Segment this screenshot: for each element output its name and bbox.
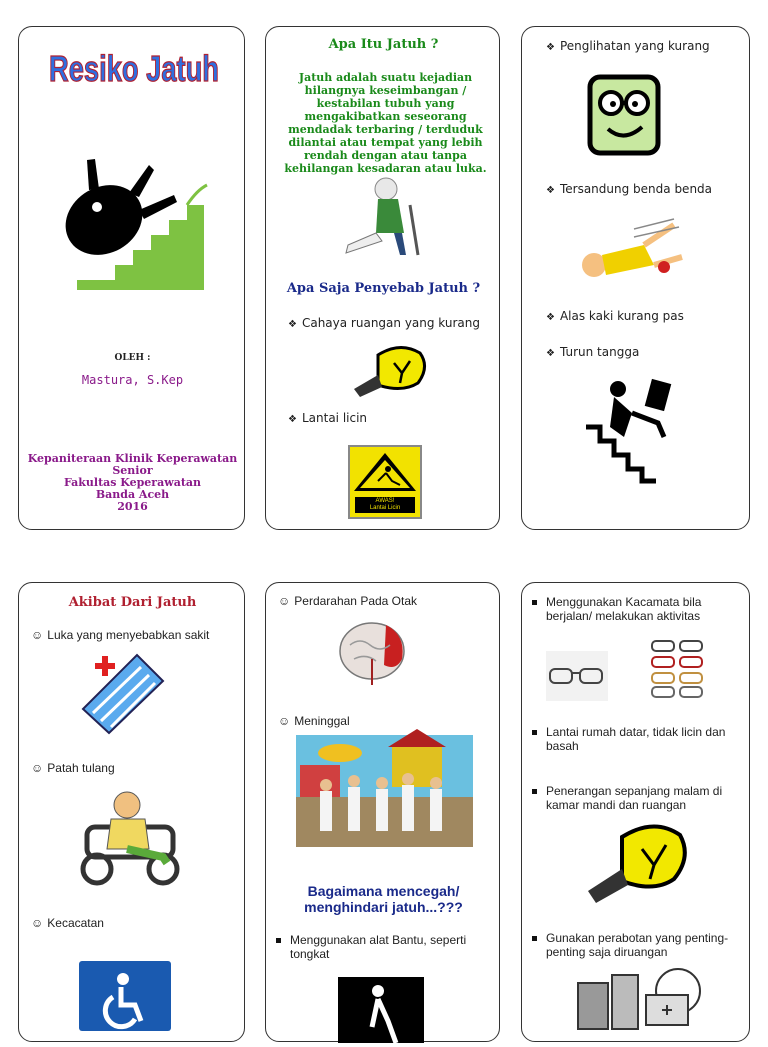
tip-item-furniture: Gunakan perabotan yang penting-penting saja diruangan [532, 931, 742, 959]
title-text: Resiko Jatuh [49, 48, 219, 89]
smiley-icon: ☺ [31, 628, 44, 642]
bullet-square-icon [532, 789, 537, 794]
cause-item-vision: ❖ Penglihatan yang kurang [546, 39, 710, 53]
bullet-diamond-icon: ❖ [288, 414, 297, 425]
smiley-icon: ☺ [31, 916, 44, 930]
bullet-diamond-icon: ❖ [546, 185, 555, 196]
institution-line-2: Fakultas Keperawatan [63, 476, 202, 489]
tip-item-walking-aid: Menggunakan alat Bantu, seperti tongkat [276, 933, 490, 961]
fall-definition: Jatuh adalah suatu kejadian hilangnya keseimbangan / kestabilan tubuh yang mengakibatkan seseorang mendadak terbaring / terduduk dilantai atau tempat yang lebih rendah dengan atau tanpa kehilangan kesadaran atau luka. [284, 71, 487, 175]
effect-item-fracture: ☺ Patah tulang [31, 761, 115, 775]
brain-icon [336, 615, 412, 689]
title-art [47, 41, 222, 89]
brochure-title [47, 41, 222, 93]
glasses-face-illustration [584, 71, 664, 163]
author-name: Mastura, S.Kep [81, 373, 184, 387]
institution-line-1: Kepaniteraan Klinik Keperawatan Senior [27, 452, 238, 477]
cast-illustration [77, 647, 169, 737]
smiley-icon: ☺ [278, 714, 291, 728]
effect-item-disability: ☺ Kecacatan [31, 916, 104, 930]
brain-illustration [336, 615, 412, 693]
furniture-icon [570, 969, 705, 1029]
cause-item-stairs: ❖ Turun tangga [546, 345, 640, 359]
wet-floor-sign [348, 445, 422, 519]
glasses-photo-2 [648, 635, 708, 703]
tip-item-glasses: Menggunakan Kacamata bila berjalan/ melakukan aktivitas [532, 595, 742, 623]
bulb-illustration [350, 345, 430, 401]
effect-item-wound: ☺ Luka yang menyebabkan sakit [31, 628, 210, 642]
bullet-square-icon [532, 730, 537, 735]
face-with-glasses-icon [584, 71, 664, 159]
cane-sign [338, 977, 424, 1043]
procession-scene-icon [296, 735, 473, 847]
bullet-square-icon [276, 938, 281, 943]
cause-item-light: ❖ Cahaya ruangan yang kurang [288, 316, 481, 330]
bullet-diamond-icon: ❖ [546, 42, 555, 53]
tip-item-floor: Lantai rumah datar, tidak licin dan basah [532, 725, 742, 753]
oleh-label: OLEH : [114, 353, 151, 363]
falling-person-icon [59, 145, 209, 295]
causes-panel [521, 26, 750, 530]
cause-item-footwear: ❖ Alas kaki kurang pas [546, 309, 684, 323]
glasses-photo-1 [546, 651, 608, 705]
warning-triangle-icon [350, 451, 420, 493]
bullet-square-icon [532, 600, 537, 605]
wheelchair-patient-icon [67, 787, 189, 887]
stairs-fall-illustration [584, 377, 679, 489]
institution [19, 453, 246, 513]
year: 2016 [117, 500, 148, 513]
lightbulb-icon [584, 823, 690, 905]
effects-prevention-panel [265, 582, 500, 1042]
prevention-tips-panel [521, 582, 750, 1042]
wheelchair-symbol-icon [79, 961, 171, 1031]
cause-item-trip: ❖ Tersandung benda benda [546, 182, 713, 196]
smiley-icon: ☺ [278, 594, 291, 608]
tripping-person-icon [574, 215, 689, 287]
cover-panel [18, 26, 245, 530]
effects-heading: Akibat Dari Jatuh [68, 595, 197, 610]
prevention-heading: Bagaimana mencegah/ menghindari jatuh...??? [304, 883, 463, 915]
disability-sign [79, 961, 171, 1031]
injured-person-illustration [338, 175, 433, 261]
causes-heading: Apa Saja Penyebab Jatuh ? [286, 281, 481, 296]
definition-panel [265, 26, 500, 530]
lightbulb-icon [350, 345, 430, 397]
bullet-square-icon [532, 936, 537, 941]
bullet-diamond-icon: ❖ [546, 312, 555, 323]
bullet-diamond-icon: ❖ [546, 348, 555, 359]
eyeglasses-icon [546, 651, 608, 701]
falling-stairs-illustration [59, 145, 209, 299]
stairs-falling-icon [584, 377, 679, 485]
bullet-diamond-icon: ❖ [288, 319, 297, 330]
effect-item-brain-bleed: ☺ Perdarahan Pada Otak [278, 594, 418, 608]
effects-panel [18, 582, 245, 1042]
broken-arm-icon [77, 647, 169, 733]
sign-text: AWAS! Lantai Licin [355, 497, 415, 513]
eyeglasses-stack-icon [648, 635, 708, 699]
wheelchair-patient-illustration [67, 787, 189, 891]
cause-item-floor: ❖ Lantai licin [288, 411, 368, 425]
furniture-illustration [570, 969, 705, 1033]
walking-cane-icon [338, 977, 424, 1043]
tripping-child-illustration [574, 215, 689, 291]
smiley-icon: ☺ [31, 761, 44, 775]
crutch-patient-icon [338, 175, 433, 257]
what-is-fall-heading: Apa Itu Jatuh ? [328, 37, 439, 52]
funeral-procession-illustration [296, 735, 473, 851]
tip-item-lighting: Penerangan sepanjang malam di kamar mandi dan ruangan [532, 784, 742, 812]
bulb-illustration-2 [584, 823, 690, 909]
institution-line-3: Banda Aceh [95, 488, 170, 501]
effect-item-death: ☺ Meninggal [278, 714, 350, 728]
